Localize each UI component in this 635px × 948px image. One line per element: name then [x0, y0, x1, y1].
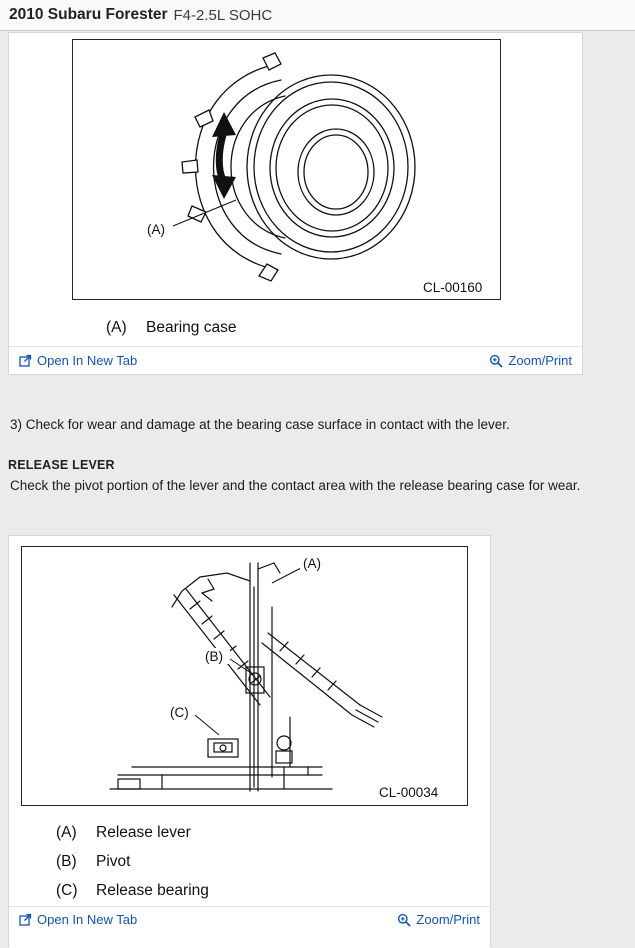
open-in-new-tab-label: Open In New Tab: [37, 353, 138, 368]
vehicle-title: 2010 Subaru Forester: [9, 6, 168, 23]
release-lever-paragraph: Check the pivot portion of the lever and the contact area with the release bearing case for wear.: [10, 478, 581, 493]
figure-release-lever: [21, 546, 468, 806]
legend-item-release-bearing: [56, 876, 209, 905]
legend-item-release-lever: [56, 818, 209, 847]
zoom-print-label: Zoom/Print: [416, 912, 480, 927]
zoom-print-link[interactable]: [397, 912, 480, 927]
open-in-new-tab-label: Open In New Tab: [37, 912, 138, 927]
diagram1-label-a: (A): [147, 222, 165, 237]
step-3-text: 3) Check for wear and damage at the bearing case surface in contact with the lever.: [10, 417, 510, 432]
diagram2-code: CL-00034: [379, 785, 439, 800]
open-in-new-tab-link[interactable]: [19, 353, 137, 368]
legend-text: Release bearing: [96, 881, 209, 899]
legend-key: (C): [56, 881, 78, 899]
diagram1-code: CL-00160: [423, 280, 483, 295]
legend-key: (A): [56, 823, 77, 841]
title-bar: [0, 0, 635, 31]
open-in-new-tab-link[interactable]: [19, 912, 137, 927]
legend-text: Pivot: [96, 852, 131, 870]
caption-text: Bearing case: [146, 319, 237, 336]
open-in-new-tab-icon: [19, 354, 32, 367]
figure-bearing-case: [72, 39, 501, 300]
figure-card-bearing-case: [8, 32, 583, 375]
figure1-caption: [9, 319, 582, 337]
caption-key: (A): [106, 319, 127, 336]
section-heading-release-lever: RELEASE LEVER: [8, 458, 115, 472]
diagram2-label-a: (A): [303, 556, 321, 571]
legend-key: (B): [56, 852, 77, 870]
zoom-icon: [489, 354, 503, 368]
diagram2-label-c: (C): [170, 705, 189, 720]
figure-card-release-lever: [8, 535, 491, 947]
release-lever-diagram: [22, 547, 467, 805]
bearing-case-diagram: [73, 40, 500, 299]
figure1-toolbar: [9, 346, 582, 374]
engine-subtitle: F4-2.5L SOHC: [173, 6, 273, 24]
zoom-print-link[interactable]: [489, 353, 572, 368]
figure2-legend: [56, 818, 209, 905]
diagram2-label-b: (B): [205, 649, 223, 664]
figure2-toolbar: [9, 906, 490, 948]
legend-text: Release lever: [96, 823, 191, 841]
legend-item-pivot: [56, 847, 209, 876]
zoom-print-label: Zoom/Print: [508, 353, 572, 368]
